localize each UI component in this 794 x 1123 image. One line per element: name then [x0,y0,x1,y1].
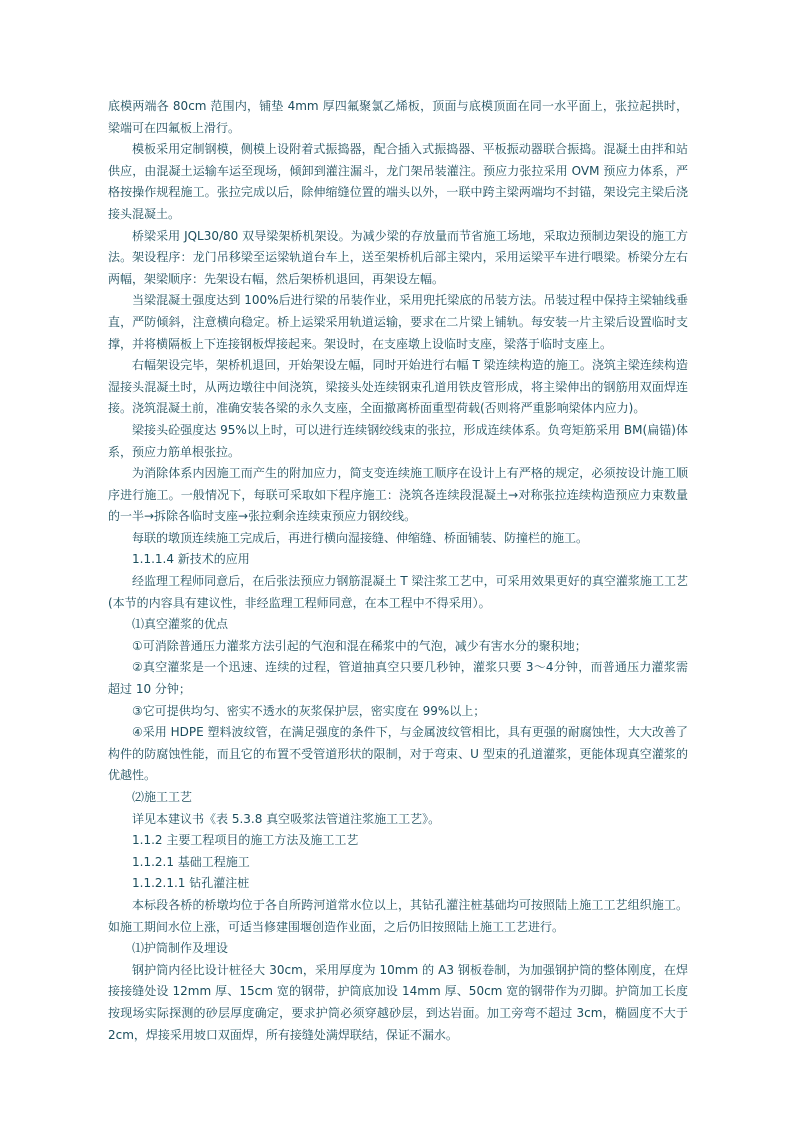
section-heading: 1.1.1.4 新技术的应用 [132,552,250,567]
section-heading: 1.1.2 主要工程项目的施工方法及施工工艺 [132,833,359,848]
paragraph: 模板采用定制钢模，侧模上设附着式振捣器，配合插入式振捣器、平板振动器联合振捣。混凝土由拌和站供应，由混凝土运输车运至现场，倾卸到灌注漏斗，龙门架吊装灌注。预应力张拉采用 OVM 预应力体系，严格按操作规程施工。张拉完成以后，除伸缩缝位置的端头以外，一联中跨主梁两端均不封锚，架设完主梁后浇接头混凝土。 [108,142,688,221]
list-item: ④采用 HDPE 塑料波纹管，在满足强度的条件下，与金属波纹管相比，具有更强的耐腐蚀性，大大改善了构件的防腐蚀性能，而且它的布置不受管道形状的限制，对于弯束、U 型束的孔道灌浆，更能体现真空灌浆的优越性。 [108,725,688,783]
section-heading: 1.1.2.1.1 钻孔灌注桩 [132,876,250,891]
paragraph: 每联的墩顶连续施工完成后，再进行横向湿接缝、伸缩缝、桥面铺装、防撞栏的施工。 [132,530,589,545]
list-item: ①可消除普通压力灌浆方法引起的气泡和混在稀浆中的气泡，减少有害水分的聚积地； [132,638,587,653]
subsection-heading: ⑴护筒制作及埋设 [132,941,229,956]
subsection-heading: ⑵施工工艺 [132,790,193,804]
paragraph: 本标段各桥的桥墩均位于各自所跨河道常水位以上，其钻孔灌注桩基础均可按照陆上施工工艺组织施工。如施工期间水位上涨，可适当修建围堰创造作业面，之后仍旧按照陆上施工工艺进行。 [108,897,688,934]
paragraph: 钢护筒内径比设计桩径大 30cm，采用厚度为 10mm 的 A3 钢板卷制，为加强钢护筒的整体刚度，在焊接接缝处设 12mm 厚、15cm 宽的钢带，护筒底加设 14mm 厚、50cm 宽的钢带作为刃脚。护筒加工长度按现场实际探测的砂层厚度确定，要求护筒必须穿越砂层，到达岩面。加工旁弯不超过 3cm，椭圆度不大于 2cm，焊接采用坡口双面焊，所有接缝处满焊联结，保证不漏水。 [108,962,688,1042]
paragraph: 底模两端各 80cm 范围内，铺垫 4mm 厚四氟聚氯乙烯板，顶面与底模顶面在同一水平面上，张拉起拱时，梁端可在四氟板上滑行。 [108,99,688,135]
paragraph: 当梁混凝土强度达到 100%后进行梁的吊装作业，采用兜托梁底的吊装方法。吊装过程中保持主梁轴线垂直，严防倾斜，注意横向稳定。桥上运梁采用轨道运输，要求在二片梁上铺轨。每安装一片主梁后设置临时支撑，并将横隔板上下连接钢板焊接起来。架设时，在支座墩上设临时支座，梁落于临时支座上。 [108,293,688,351]
paragraph: 梁接头砼强度达 95%以上时，可以进行连续钢绞线束的张拉，形成连续体系。负弯矩筋采用 BM(扁锚)体系，预应力筋单根张拉。 [108,422,688,459]
list-item: ②真空灌浆是一个迅速、连续的过程，管道抽真空只要几秒钟，灌浆只要 3～4分钟，而普通压力灌浆需超过 10 分钟； [108,660,688,697]
paragraph: 为消除体系内因施工而产生的附加应力，简支变连续施工顺序在设计上有严格的规定，必须按设计施工顺序进行施工。一般情况下，每联可采取如下程序施工：浇筑各连续段混凝土→对称张拉连续构造预应力束数量的一半→拆除各临时支座→张拉剩余连续束预应力钢绞线。 [108,466,688,524]
list-item: ③它可提供均匀、密实不透水的灰浆保护层，密实度在 99%以上； [132,703,486,718]
paragraph: 详见本建议书《表 5.3.8 真空吸浆法管道注浆施工工艺》。 [132,811,441,826]
paragraph: 桥梁采用 JQL30/80 双导梁架桥机架设。为减少梁的存放量而节省施工场地，采取边预制边架设的施工方法。架设程序：龙门吊移梁至运梁轨道台车上，送至架桥机后部主梁内，采用运梁平车进行喂梁。桥梁分左右两幅，架梁顺序：先架设右幅，然后架桥机退回，再架设左幅。 [108,228,688,286]
subsection-heading: ⑴真空灌浆的优点 [132,617,229,632]
section-heading: 1.1.2.1 基础工程施工 [132,854,250,869]
document-body [108,96,688,1046]
paragraph: 右幅架设完毕，架桥机退回，开始架设左幅，同时开始进行右幅 T 梁连续构造的施工。浇筑主梁连续构造湿接头混凝土时，从两边墩往中间浇筑，梁接头处连续钢束孔道用铁皮管形成，将主梁伸出的钢筋用双面焊连接。浇筑混凝土前，准确安装各梁的永久支座，全面撤离桥面重型荷载(否则将严重影响梁体内应力)。 [108,358,688,416]
paragraph: 经监理工程师同意后，在后张法预应力钢筋混凝土 T 梁注浆工艺中，可采用效果更好的真空灌浆施工工艺(本节的内容具有建议性，非经监理工程师同意，在本工程中不得采用）。 [108,574,688,610]
